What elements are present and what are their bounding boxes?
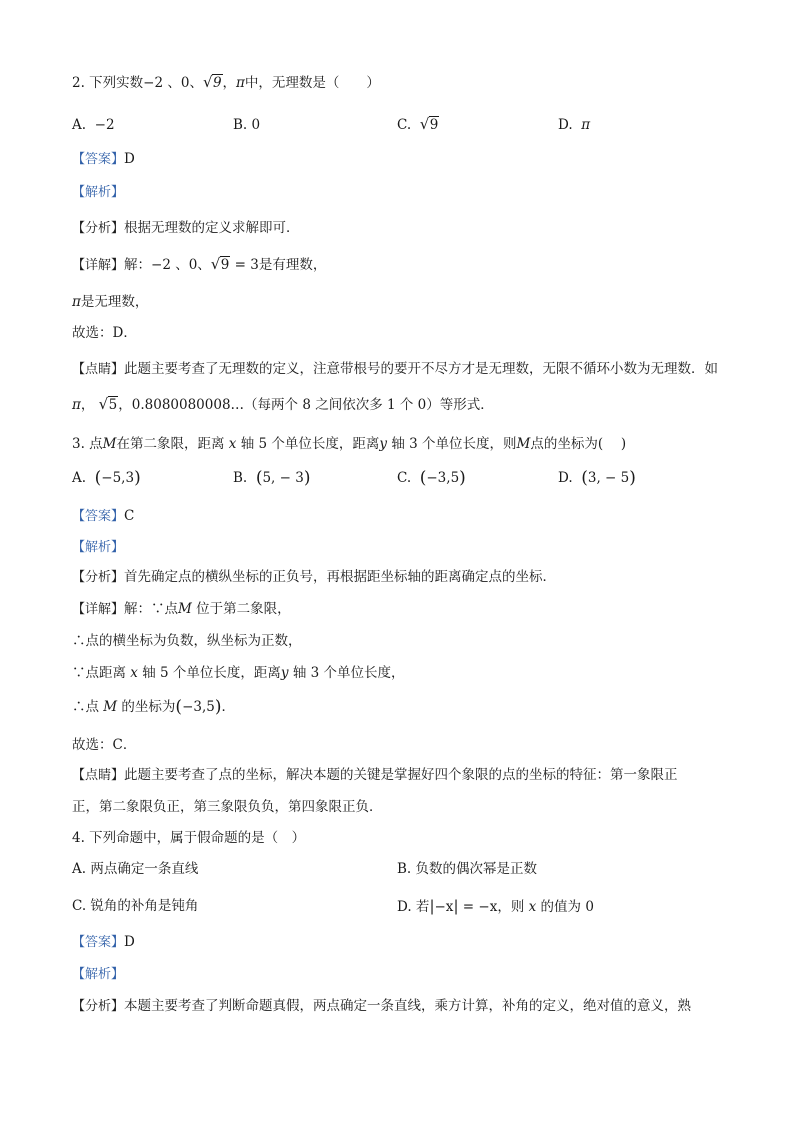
q2-xiangjie: 【详解】解：−2 、0、 √ 9 = 3是有理数，	[72, 255, 327, 273]
q4-analysis-header: 【解析】	[72, 967, 125, 982]
q2-answer: 【答案】D	[72, 151, 135, 167]
q4-stem: 4. 下列命题中，属于假命题的是（ ）	[72, 830, 306, 846]
q4-fenxi: 【分析】本题主要考查了判断命题真假，两点确定一条直线，乘方计算，补角的定义，绝对值的意义，熟	[72, 998, 692, 1014]
q3-option-d: D. (3, − 5)	[558, 468, 636, 488]
q3-option-b: B. (5, − 3)	[233, 468, 311, 488]
q3-analysis-header: 【解析】	[72, 540, 125, 555]
q2-dianjing-2: π， √ 5，0.8080080008…（每两个 8 之间依次多 1 个 0）等形式．	[72, 395, 494, 413]
sqrt-symbol: √ 9	[202, 73, 222, 91]
q4-answer: 【答案】D	[72, 934, 135, 950]
q2-line-pi: π是无理数，	[72, 294, 149, 310]
q3-option-a: A. (−5,3)	[72, 468, 141, 488]
q2-dianjing-1: 【点睛】此题主要考查了无理数的定义，注意带根号的要开不尽方才是无理数，无限不循环小数为无理数．如	[72, 361, 719, 377]
q3-fenxi: 【分析】首先确定点的横纵坐标的正负号，再根据距坐标轴的距离确定点的坐标．	[72, 569, 557, 585]
q4-option-d: D. 若|−x| = −x，则 x 的值为 0	[397, 897, 594, 915]
q3-xiangjie: 【详解】解：∵点M 位于第二象限，	[72, 601, 291, 617]
q3-dianjing-1: 【点睛】此题主要考查了点的坐标，解决本题的关键是掌握好四个象限的点的坐标的特征：第一象限正	[72, 767, 678, 783]
q3-step-3: ∵点距离 x 轴 5 个单位长度，距离y 轴 3 个单位长度，	[72, 665, 405, 681]
q2-guxuan: 故选：D．	[72, 325, 137, 341]
q3-guxuan: 故选：C．	[72, 737, 137, 753]
q2-analysis-header: 【解析】	[72, 185, 125, 200]
sqrt-symbol: √ 9	[419, 115, 439, 133]
q3-step-2: ∴点的横坐标为负数，纵坐标为正数，	[72, 633, 302, 649]
q3-stem: 3. 点M在第二象限，距离 x 轴 5 个单位长度，距离y 轴 3 个单位长度，则M点的坐标为( )	[72, 436, 627, 452]
q4-option-a: A. 两点确定一条直线	[72, 861, 199, 877]
q2-stem: 2. 下列实数−2 、0、 √ 9，π中，无理数是（ ）	[72, 73, 380, 91]
sqrt-symbol: √ 9	[210, 255, 230, 273]
q2-option-b: B. 0	[233, 117, 261, 133]
q3-answer: 【答案】C	[72, 508, 135, 524]
q3-option-c: C. (−3,5)	[397, 468, 466, 488]
q4-option-b: B. 负数的偶次幂是正数	[397, 861, 538, 877]
q3-step-4: ∴点 M 的坐标为(−3,5)．	[72, 697, 235, 717]
q2-option-c: C. √ 9	[397, 115, 439, 133]
sqrt-symbol: √ 5	[98, 395, 118, 413]
q2-fenxi: 【分析】根据无理数的定义求解即可．	[72, 220, 300, 236]
q4-option-c: C. 锐角的补角是钝角	[72, 898, 199, 914]
q2-option-a: A. −2	[72, 117, 115, 133]
q2-option-d: D. π	[558, 117, 591, 133]
q3-dianjing-2: 正，第二象限负正，第三象限负负，第四象限正负．	[72, 799, 383, 815]
